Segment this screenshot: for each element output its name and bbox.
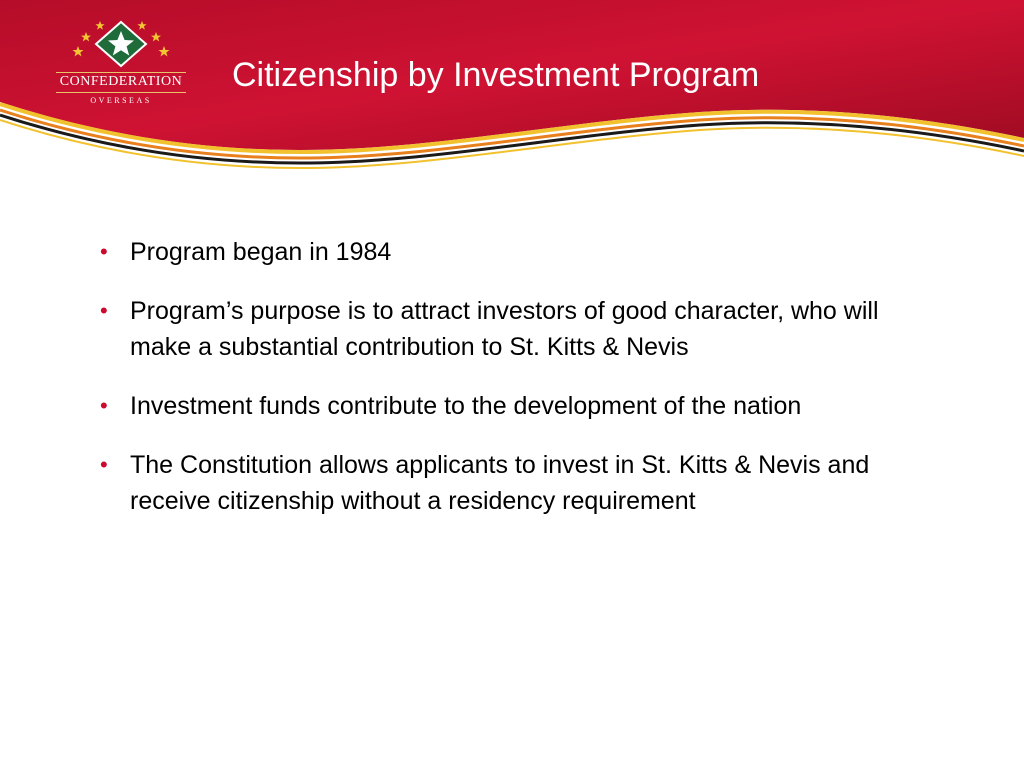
star-right-1 — [159, 46, 170, 57]
bullet-item — [100, 447, 930, 519]
bullet-item — [100, 293, 930, 365]
star-right-3 — [137, 21, 146, 30]
star-left-1 — [73, 46, 84, 57]
bullet-item — [100, 388, 930, 424]
bullet-icon: • — [100, 239, 108, 264]
star-left-3 — [95, 21, 104, 30]
star-right-2 — [151, 32, 161, 42]
logo-emblem-icon — [48, 18, 194, 74]
bullet-text: Investment funds contribute to the development of the nation — [130, 392, 802, 420]
bullet-text: Program’s purpose is to attract investors of good character, who will make a substantial contribution to St. Kitts & Nevis — [130, 297, 879, 361]
logo-rule-bottom — [56, 92, 186, 93]
logo-rule-top — [56, 72, 186, 73]
bullet-text: Program began in 1984 — [130, 238, 392, 266]
bullet-text: The Constitution allows applicants to invest in St. Kitts & Nevis and receive citizenship without a residency requirement — [130, 451, 870, 515]
slide-title: Citizenship by Investment Program — [232, 56, 760, 94]
bullet-icon: • — [100, 393, 108, 418]
bullet-icon: • — [100, 298, 108, 323]
bullet-item — [100, 234, 930, 270]
confederation-overseas-logo — [48, 18, 194, 110]
bullet-icon: • — [100, 452, 108, 477]
bullet-list — [100, 234, 930, 542]
logo-name: CONFEDERATION — [59, 74, 183, 89]
star-left-2 — [81, 32, 91, 42]
logo-subtitle: OVERSEAS — [90, 96, 152, 105]
